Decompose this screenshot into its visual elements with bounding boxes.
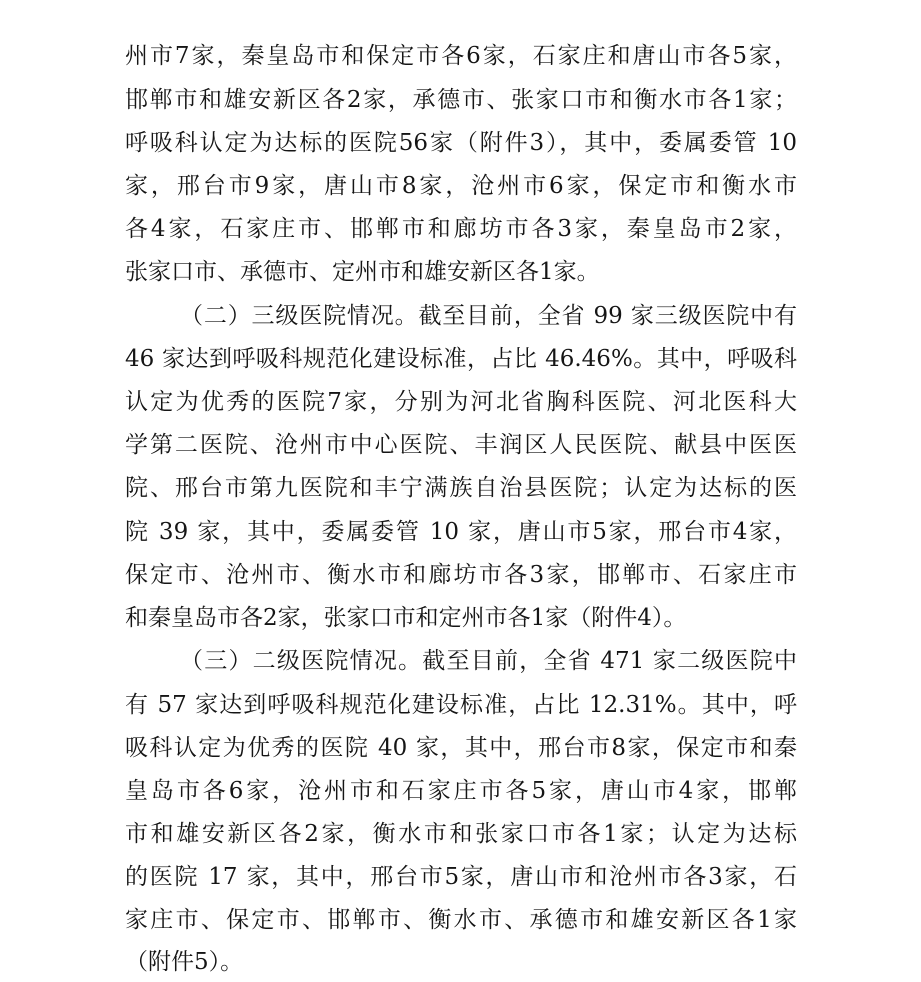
text-line: 各4家，石家庄市、邯郸市和廊坊市各3家，秦皇岛市2家， xyxy=(125,216,797,242)
text-line: 邯郸市和雄安新区各2家，承德市、张家口市和衡水市各1家； xyxy=(125,87,797,113)
text-line: 吸科认定为优秀的医院 40 家，其中，邢台市8家，保定市和秦 xyxy=(125,735,797,761)
text-line: 呼吸科认定为达标的医院56家（附件3），其中，委属委管 10 xyxy=(125,130,797,156)
text-line: （附件5）。 xyxy=(125,949,244,975)
text-line: 和秦皇岛市各2家，张家口市和定州市各1家（附件4）。 xyxy=(125,605,687,631)
text-line: 院 39 家，其中，委属委管 10 家，唐山市5家，邢台市4家， xyxy=(125,519,797,545)
text-line: 州市7家，秦皇岛市和保定市各6家，石家庄和唐山市各5家， xyxy=(125,43,797,69)
section-heading-line: （三）二级医院情况。截至目前，全省 471 家二级医院中 xyxy=(180,648,797,674)
text-line: 市和雄安新区各2家，衡水市和张家口市各1家；认定为达标 xyxy=(125,821,797,847)
text-line: 院、邢台市第九医院和丰宁满族自治县医院；认定为达标的医 xyxy=(125,475,797,501)
text-line: 家，邢台市9家，唐山市8家，沧州市6家，保定市和衡水市 xyxy=(125,173,797,199)
text-line: 46 家达到呼吸科规范化建设标准，占比 46.46%。其中，呼吸科 xyxy=(125,346,797,372)
text-line: 认定为优秀的医院7家，分别为河北省胸科医院、河北医科大 xyxy=(125,389,797,415)
section-heading-line: （二）三级医院情况。截至目前，全省 99 家三级医院中有 xyxy=(180,303,797,329)
text-line: 的医院 17 家，其中，邢台市5家，唐山市和沧州市各3家，石 xyxy=(125,864,797,890)
text-line: 学第二医院、沧州市中心医院、丰润区人民医院、献县中医医 xyxy=(125,432,797,458)
text-line: 张家口市、承德市、定州市和雄安新区各1家。 xyxy=(125,259,600,285)
text-line: 家庄市、保定市、邯郸市、衡水市、承德市和雄安新区各1家 xyxy=(125,907,797,933)
text-line: 保定市、沧州市、衡水市和廊坊市各3家，邯郸市、石家庄市 xyxy=(125,562,797,588)
text-line: 皇岛市各6家，沧州市和石家庄市各5家，唐山市4家，邯郸 xyxy=(125,778,797,804)
text-line: 有 57 家达到呼吸科规范化建设标准，占比 12.31%。其中，呼 xyxy=(125,692,797,718)
